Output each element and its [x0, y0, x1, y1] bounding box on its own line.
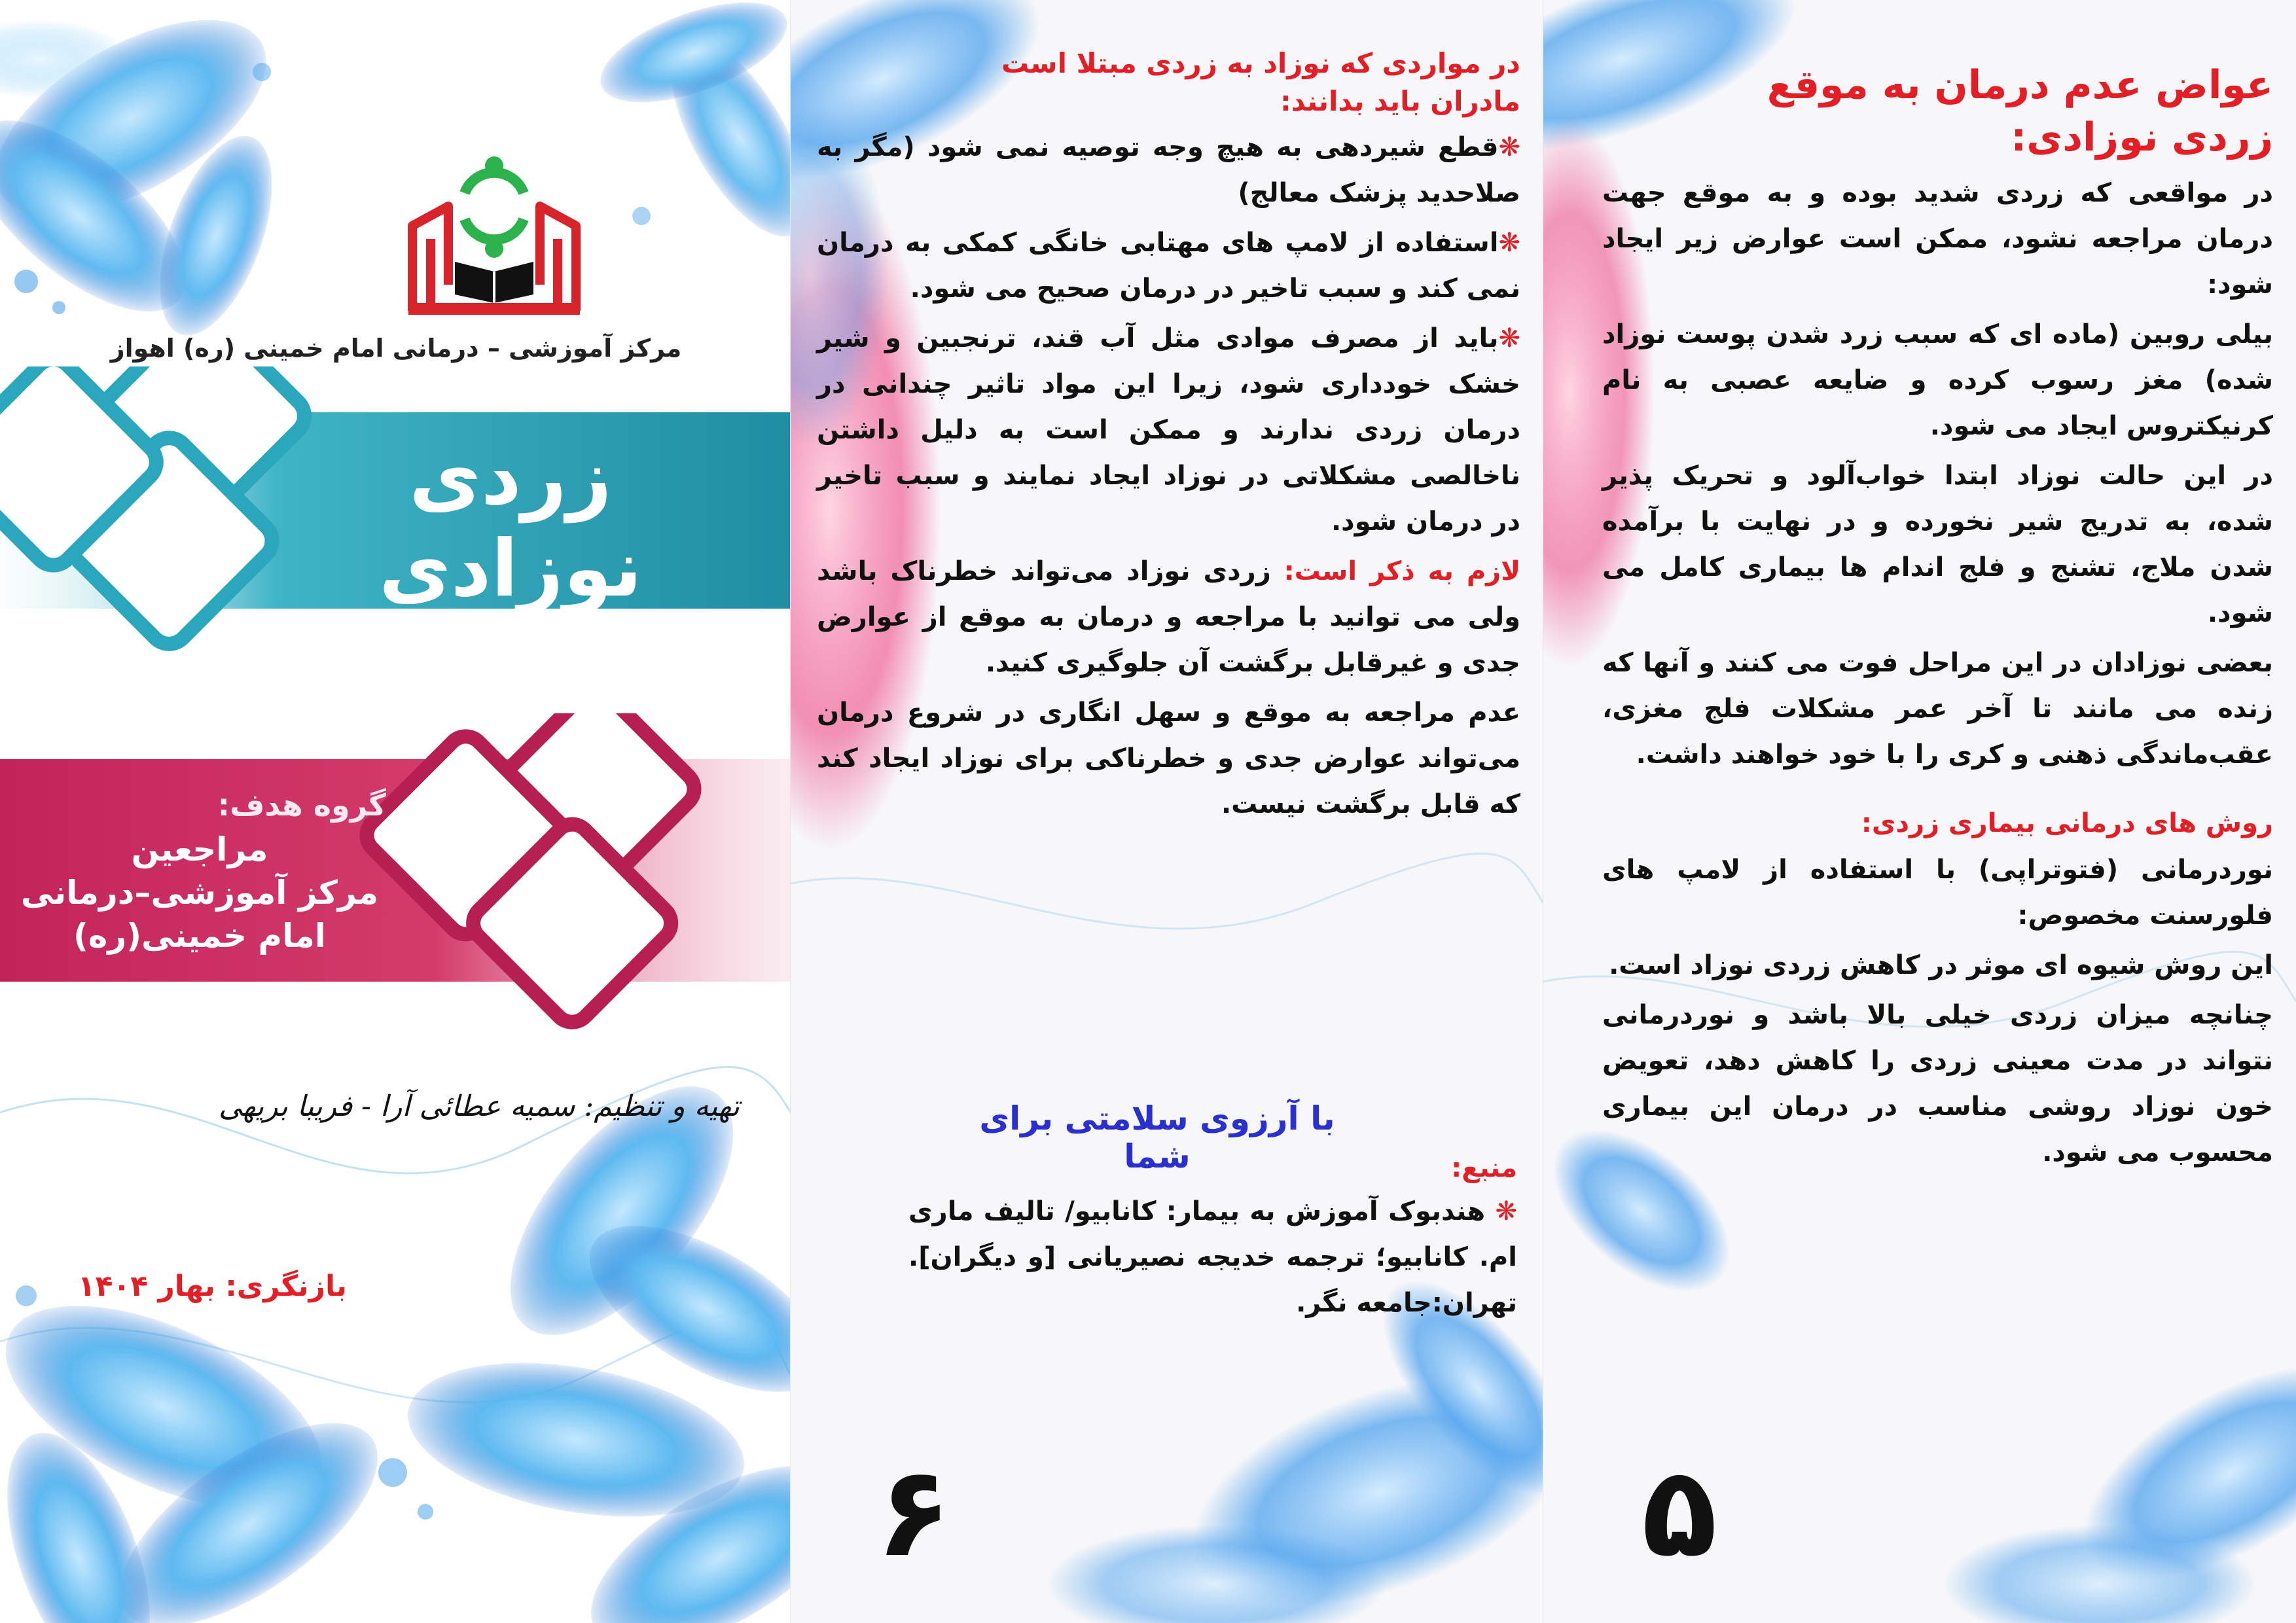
- source-text: ❋ هندبوک آموزش به بیمار: کانابیو/ تالیف ماری ام. کانابیو؛ ترجمه خدیجه نصیریانی [و دیگران]. تهران:جامعه نگر.: [908, 1196, 1517, 1318]
- kernicterus-paragraph: بیلی روبین (ماده ای که سبب زرد شدن پوست نوزاد شده) مغز رسوب کرده و ضایعه عصبی به نام کرنیکتروس ایجاد می شود.: [1602, 319, 2273, 441]
- center-name: مرکز آموزشی – درمانی امام خمینی (ره) اهواز: [110, 334, 682, 363]
- page-6-panel: [791, 0, 1543, 1623]
- page-number: ۵: [1641, 1440, 1717, 1584]
- page-6-text: [817, 45, 1520, 831]
- bullet-home-lamps: ❋استفاده از لامپ های مهتابی خانگی کمکی به درمان نمی کند و سبب تاخیر در درمان صحیح می شود.: [817, 228, 1520, 304]
- target-group-label: گروه هدف:: [217, 787, 386, 823]
- center-logo: [399, 147, 589, 317]
- authors-signature: تهیه و تنظیم: سمیه عطائی آرا - فریبا بریهی: [219, 1090, 740, 1123]
- delay-paragraph: عدم مراجعه به موقع و سهل انگاری در شروع درمان می‌تواند عوارض جدی و خطرناکی برای نوزاد ایجاد کند که قابل برگشت نیست.: [817, 698, 1520, 819]
- treatment-heading: روش های درمانی بیماری زردی:: [1861, 808, 2273, 838]
- page-5-text: [1602, 59, 2273, 1179]
- page-5-panel: [1543, 0, 2296, 1623]
- star-icon: ❋: [1498, 132, 1520, 162]
- star-icon: ❋: [1498, 228, 1520, 258]
- source-block: [908, 1152, 1517, 1330]
- phototherapy-paragraph: نوردرمانی (فتوتراپی) با استفاده از لامپ های فلورسنت مخصوص:: [1602, 855, 2273, 931]
- bullet-sugar-water: ❋باید از مصرف موادی مثل آب قند، ترنجبین و شیر خشک خودداری شود، زیرا این مواد تاثیر چندانی در درمان زردی ندارند و ممکن است به دلیل داشتن ناخالصی مشکلاتی در نوزاد ایجاد نمایند و سبب تاخیر در درمان شود.: [817, 323, 1520, 537]
- symptoms-paragraph: در این حالت نوزاد ابتدا خواب‌آلود و تحریک پذیر شده، به تدریج شیر نخورده و در نهایت با برآمده شدن ملاج، تشنج و فلج اندام ها بیماری کامل می شود.: [1602, 461, 2273, 628]
- target-group: [13, 782, 386, 957]
- heading-line-1: در مواردی که نوزاد به زردی مبتلا است: [1001, 47, 1520, 79]
- wish-text: با آرزوی سلامتی برای شما: [979, 1099, 1335, 1175]
- target-group-line-3: امام خمینی(ره): [73, 917, 326, 955]
- note-label: لازم به ذکر است:: [1283, 556, 1520, 586]
- complications-intro: در مواقعی که زردی شدید بوده و به موقع جهت درمان مراجعه نشود، ممکن است عوارض زیر ایجاد شود:: [1602, 178, 2273, 300]
- phototherapy-effect: این روش شیوه ای موثر در کاهش زردی نوزاد است.: [1609, 950, 2273, 980]
- outcome-paragraph: بعضی نوزادان در این مراحل فوت می کنند و آنها که زنده می مانند تا آخر عمر مشکلات فلج مغزی، عقب‌ماندگی ذهنی و کری را با خود خواهند داشت.: [1602, 648, 2273, 770]
- exchange-transfusion-paragraph: چنانچه میزان زردی خیلی بالا باشد و نوردرمانی نتواند در مدت معینی زردی را کاهش دهد، تعویض خون نوزاد روشی مناسب در درمان این بیماری محسوب می شود.: [1602, 1000, 2273, 1168]
- heading-line-1: عواض عدم درمان به موقع: [1767, 62, 2273, 108]
- cover-panel: [0, 0, 791, 1623]
- heading-line-2: مادران باید بدانند:: [1280, 85, 1520, 117]
- target-group-line-1: مراجعین: [131, 830, 268, 868]
- title-line-1: زردی: [409, 432, 612, 523]
- page-number: ۶: [876, 1440, 952, 1584]
- revision-date: بازنگری: بهار ۱۴۰۴: [77, 1270, 347, 1303]
- heading-line-2: زردی نوزادی:: [2011, 115, 2273, 160]
- title-line-2: نوزادی: [378, 524, 643, 615]
- note-paragraph: لازم به ذکر است: زردی نوزاد می‌تواند خطرناک باشد ولی می توانید با مراجعه و درمان به موقع از عوارض جدی و غیرقابل برگشت آن جلوگیری کنید.: [817, 556, 1520, 678]
- star-icon: ❋: [1498, 323, 1520, 353]
- source-label: منبع:: [1451, 1153, 1517, 1183]
- bullet-breastfeeding: ❋قطع شیردهی به هیچ وجه توصیه نمی شود (مگر به صلاحدید پزشک معالج): [817, 132, 1520, 208]
- target-group-line-2: مرکز آموزشی–درمانی: [20, 874, 379, 912]
- star-icon: ❋: [1495, 1196, 1517, 1226]
- brochure-title: [340, 432, 681, 615]
